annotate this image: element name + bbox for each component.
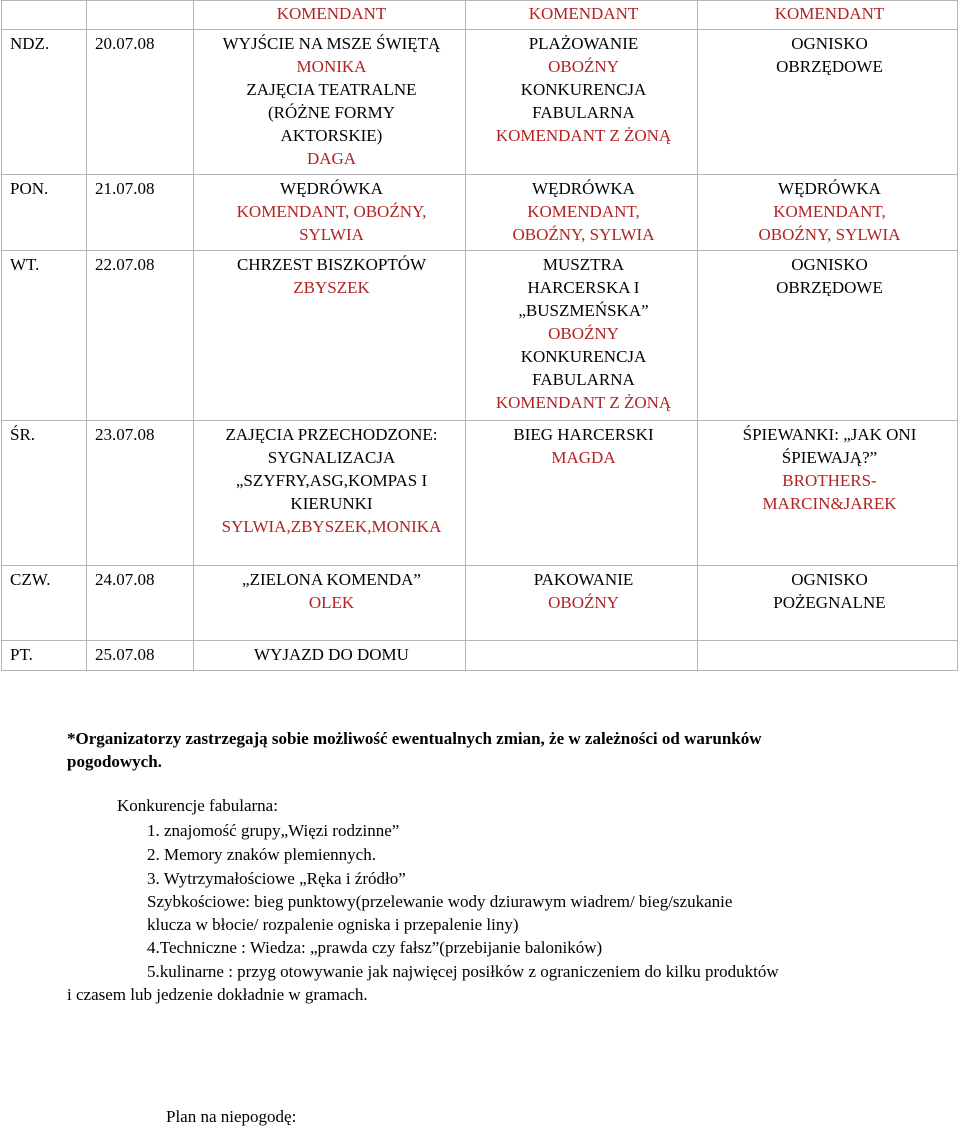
header-komendant: KOMENDANT <box>194 1 466 30</box>
activity-text: (RÓŻNE FORMY <box>267 103 396 122</box>
activity-text: OGNISKO <box>791 255 868 274</box>
activity-text: FABULARNA <box>532 103 635 122</box>
activity-text: OGNISKO <box>791 34 868 53</box>
header-komendant: KOMENDANT <box>698 1 958 30</box>
activity-text: KONKURENCJA <box>520 347 647 366</box>
disclaimer-line: pogodowych. <box>67 752 162 771</box>
activity-cell <box>698 251 958 421</box>
konkurencje-item: 1. znajomość grupy„Więzi rodzinne” <box>147 821 400 840</box>
day-cell: PON. <box>2 175 87 251</box>
responsible-person: KOMENDANT Z ŻONĄ <box>495 126 672 145</box>
responsible-person: OBOŹNY, SYLWIA <box>512 225 655 244</box>
activity-cell <box>698 30 958 175</box>
responsible-person: KOMENDANT, OBOŹNY, <box>236 202 427 221</box>
activity-text: OGNISKO <box>791 570 868 589</box>
activity-cell <box>698 641 958 671</box>
activity-text: WYJŚCIE NA MSZE ŚWIĘTĄ <box>222 34 441 53</box>
responsible-person: ZBYSZEK <box>293 278 370 297</box>
konkurencje-item: 4.Techniczne : Wiedza: „prawda czy fałsz”(przebijanie baloników) <box>147 938 603 957</box>
konkurencje-item: 2. Memory znaków plemiennych. <box>147 845 376 864</box>
date-cell: 25.07.08 <box>87 641 194 671</box>
activity-cell <box>194 251 466 421</box>
activity-text: BIEG HARCERSKI <box>513 425 654 444</box>
activity-cell <box>194 641 466 671</box>
activity-text: FABULARNA <box>532 370 635 389</box>
activity-text: PLAŻOWANIE <box>528 34 639 53</box>
date-cell: 22.07.08 <box>87 251 194 421</box>
responsible-person: BROTHERS- <box>782 471 877 490</box>
activity-cell <box>466 566 698 641</box>
responsible-person: OLEK <box>308 593 355 612</box>
day-cell: CZW. <box>2 566 87 641</box>
activity-cell <box>194 421 466 566</box>
activity-cell <box>466 175 698 251</box>
responsible-person: OBOŹNY <box>548 57 619 76</box>
activity-text: MUSZTRA <box>542 255 625 274</box>
activity-cell <box>466 421 698 566</box>
konkurencje-item: i czasem lub jedzenie dokładnie w gramach. <box>67 985 368 1004</box>
schedule-table <box>1 0 958 671</box>
activity-cell <box>466 641 698 671</box>
responsible-person: OBOŹNY <box>548 593 619 612</box>
responsible-person: OBOŹNY, SYLWIA <box>758 225 901 244</box>
activity-cell <box>698 421 958 566</box>
activity-text: KONKURENCJA <box>520 80 647 99</box>
activity-text: PAKOWANIE <box>533 570 634 589</box>
schedule-row <box>2 421 958 566</box>
activity-cell <box>194 175 466 251</box>
header-row <box>2 1 958 30</box>
activity-text: WYJAZD DO DOMU <box>254 645 409 664</box>
responsible-person: KOMENDANT, <box>773 202 886 221</box>
activity-cell <box>466 30 698 175</box>
activity-cell <box>698 175 958 251</box>
day-cell: PT. <box>2 641 87 671</box>
activity-text: KIERUNKI <box>290 494 373 513</box>
activity-text: „ZIELONA KOMENDA” <box>242 570 421 589</box>
responsible-person: SYLWIA,ZBYSZEK,MONIKA <box>221 517 442 536</box>
disclaimer-line: *Organizatorzy zastrzegają sobie możliwość ewentualnych zmian, że w zależności od warunków <box>67 729 762 748</box>
header-empty-day <box>2 1 87 30</box>
responsible-person: OBOŹNY <box>548 324 619 343</box>
activity-text: WĘDRÓWKA <box>532 179 635 198</box>
konkurencje-detail: Szybkościowe: bieg punktowy(przelewanie wody dziurawym wiadrem/ bieg/szukanie <box>147 892 733 911</box>
day-cell: NDZ. <box>2 30 87 175</box>
schedule-body <box>2 1 958 671</box>
date-cell: 23.07.08 <box>87 421 194 566</box>
activity-text: „BUSZMEŃSKA” <box>518 301 649 320</box>
header-komendant: KOMENDANT <box>466 1 698 30</box>
responsible-person: MAGDA <box>551 448 616 467</box>
activity-text: HARCERSKA I <box>527 278 640 297</box>
activity-text: OBRZĘDOWE <box>776 278 883 297</box>
schedule-row <box>2 30 958 175</box>
schedule-row <box>2 251 958 421</box>
activity-text: ZAJĘCIA TEATRALNE <box>246 80 417 99</box>
header-empty-date <box>87 1 194 30</box>
activity-text: OBRZĘDOWE <box>776 57 883 76</box>
activity-text: ŚPIEWANKI: „JAK ONI <box>742 425 917 444</box>
activity-text: „SZYFRY,ASG,KOMPAS I <box>235 471 428 490</box>
schedule-row <box>2 175 958 251</box>
responsible-person: DAGA <box>306 149 357 168</box>
activity-text: AKTORSKIE) <box>280 126 383 145</box>
activity-text: WĘDRÓWKA <box>778 179 881 198</box>
activity-text: SYGNALIZACJA <box>267 448 396 467</box>
day-cell: WT. <box>2 251 87 421</box>
activity-cell <box>194 30 466 175</box>
date-cell: 21.07.08 <box>87 175 194 251</box>
activity-text: ZAJĘCIA PRZECHODZONE: <box>225 425 438 444</box>
activity-text: WĘDRÓWKA <box>280 179 383 198</box>
activity-text: CHRZEST BISZKOPTÓW <box>236 255 427 274</box>
responsible-person: MONIKA <box>296 57 367 76</box>
konkurencje-item: 5.kulinarne : przyg otowywanie jak najwięcej posiłków z ograniczeniem do kilku produktów <box>147 962 779 981</box>
activity-cell <box>194 566 466 641</box>
activity-cell <box>466 251 698 421</box>
schedule-row <box>2 641 958 671</box>
date-cell: 20.07.08 <box>87 30 194 175</box>
responsible-person: SYLWIA <box>299 225 364 244</box>
rain-plan-heading: Plan na niepogodę: <box>166 1107 297 1126</box>
responsible-person: KOMENDANT Z ŻONĄ <box>495 393 672 412</box>
date-cell: 24.07.08 <box>87 566 194 641</box>
activity-text: POŻEGNALNE <box>773 593 886 612</box>
konkurencje-title: Konkurencje fabularna: <box>117 796 278 815</box>
schedule-row <box>2 566 958 641</box>
konkurencje-detail: klucza w błocie/ rozpalenie ogniska i przepalenie liny) <box>147 915 519 934</box>
activity-cell <box>698 566 958 641</box>
responsible-person: KOMENDANT, <box>527 202 640 221</box>
day-cell: ŚR. <box>2 421 87 566</box>
konkurencje-item: 3. Wytrzymałościowe „Ręka i źródło” <box>147 869 406 888</box>
responsible-person: MARCIN&JAREK <box>762 494 897 513</box>
activity-text: ŚPIEWAJĄ?” <box>781 448 878 467</box>
